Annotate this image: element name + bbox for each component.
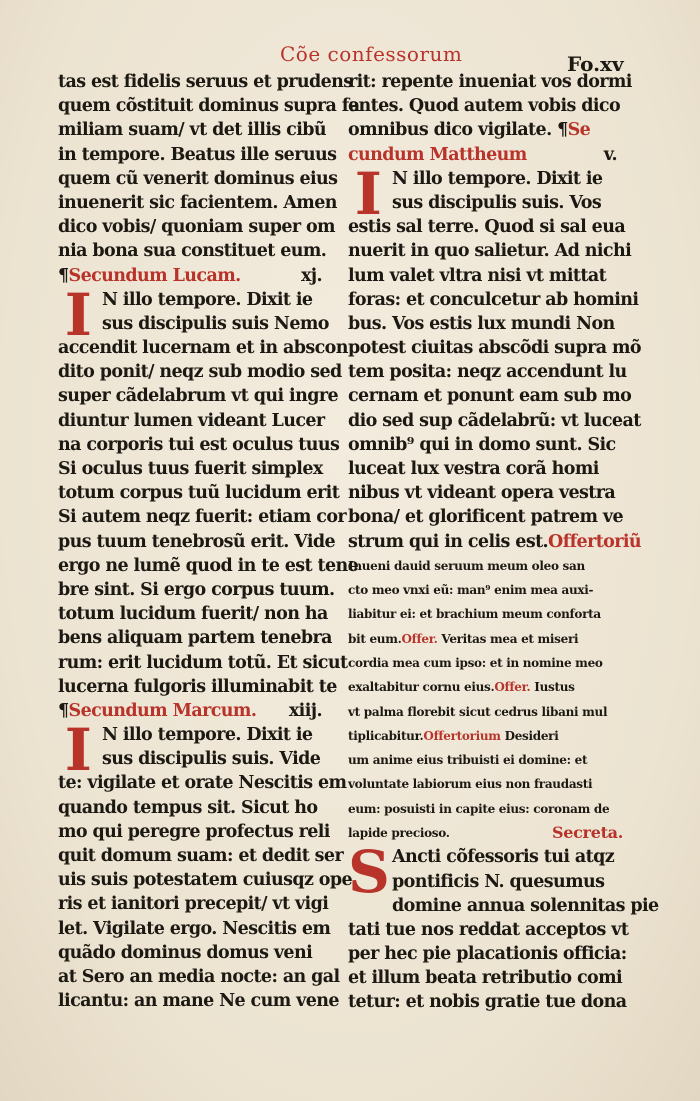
text-line: et illum beata retributio comi <box>348 968 623 989</box>
text-line: foras: et conculcetur ab homini <box>348 289 639 310</box>
initial-capital: S <box>348 838 390 907</box>
text-line: ris et ianitori precepit/ vt vigi <box>58 894 329 915</box>
text-line: nibus vt videant opera vestra <box>348 483 616 504</box>
text-line: in tempore. Beatus ille seruus <box>58 144 337 165</box>
text-line: potest ciuitas abscõdi supra mõ <box>348 338 641 359</box>
text-line: dio sed sup cãdelabrũ: vt luceat <box>348 410 641 431</box>
right-column <box>348 70 659 1015</box>
folio-number: Fo.xv <box>567 52 624 76</box>
paragraph-mark: ¶ <box>557 120 568 141</box>
text-line: let. Vigilate ergo. Nescitis em <box>58 918 331 939</box>
small-text-line: vt palma florebit sicut cedrus libani mul <box>348 704 608 719</box>
initial-capital: I <box>354 159 382 228</box>
text-line: inuenerit sic facientem. Amen <box>58 192 337 213</box>
text-line: bens aliquam partem tenebra <box>58 628 332 649</box>
text-line: tem posita: neqz accendunt lu <box>348 362 627 383</box>
small-text-line: tiplicabitur.Offertorium Desideri <box>348 728 559 743</box>
small-text-line: bit eum.Offer. Veritas mea et miseri <box>348 631 579 646</box>
text-line: I N illo tempore. Dixit ie <box>58 723 328 747</box>
text-line: pontificis N. quesumus <box>392 871 605 892</box>
text-line: nuerit in quo salietur. Ad nichi <box>348 241 632 262</box>
text-line: tetur: et nobis gratie tue dona <box>348 992 627 1013</box>
rubric-mark: Secundum Marcum. <box>68 700 257 721</box>
text-line: diuntur lumen videant Lucer <box>58 410 325 431</box>
text-line: I N illo tempore. Dixit ie <box>58 288 328 312</box>
rubric-secreta: Secreta. <box>551 823 623 843</box>
text-line: licantu: an mane Ne cum vene <box>58 991 339 1012</box>
text-line: Si oculus tuus fuerit simplex <box>58 459 323 479</box>
text-line: quit domum suam: et dedit ser <box>58 846 344 866</box>
text-line: accendit lucernam et in abscon <box>58 338 348 359</box>
rubric-offertory: Offertoriũ <box>548 531 642 552</box>
text-line: bus. Vos estis lux mundi Non <box>348 313 615 334</box>
rubric-matthew: cundum Mattheum <box>348 144 527 165</box>
text-line: sus discipulis suis Nemo <box>102 313 329 334</box>
text-line: luceat lux vestra corã homi <box>348 459 599 479</box>
small-text-line: cto meo vnxi eũ: man⁹ enim mea auxi- <box>348 583 594 598</box>
small-text-line: cordia mea cum ipso: et in nomine meo <box>348 655 603 670</box>
paragraph-mark: ¶ <box>58 700 69 721</box>
initial-capital: I <box>64 280 92 349</box>
rubric-luke: Secundum Lucam. <box>68 265 241 286</box>
text-line: dico vobis/ quoniam super om <box>58 217 335 238</box>
rubric-offer: Offer. <box>494 680 531 695</box>
text-line: te: vigilate et orate Nescitis em <box>58 773 347 794</box>
rubric-matthew: Se <box>567 120 591 141</box>
text-line: pus tuum tenebrosũ erit. Vide <box>58 531 336 552</box>
initial-capital: I <box>64 716 92 785</box>
left-column <box>58 70 360 1013</box>
text-line: quando tempus sit. Sicut ho <box>58 797 318 818</box>
small-text-line: voluntate labiorum eius non fraudasti <box>348 777 593 792</box>
text-line: entes. Quod autem vobis dico <box>348 96 621 117</box>
text-line: quem cõstituit dominus supra fa <box>58 96 360 117</box>
text-line: domine annua solennitas pie <box>392 895 659 916</box>
text-line: strum qui in celis est.Offertoriũ <box>348 531 642 552</box>
rubric-heading-luke <box>58 264 328 288</box>
text-line: quãdo dominus domus veni <box>58 942 313 963</box>
text-line: bona/ et glorificent patrem ve <box>348 507 623 528</box>
chapter-number: xj. <box>300 265 322 286</box>
chapter-number: xiij. <box>288 700 322 721</box>
text-line: tati tue nos reddat acceptos vt <box>348 919 629 940</box>
running-title: Cõe confessorum <box>280 42 463 66</box>
text-line: cernam et ponunt eam sub mo <box>348 386 632 407</box>
text-line: rit: repente inueniat vos dormi <box>348 72 632 92</box>
text-line: estis sal terre. Quod si sal eua <box>348 217 626 238</box>
small-text-line: Inueni dauid seruum meum oleo san <box>348 558 585 573</box>
rubric-heading-matthew <box>348 143 623 167</box>
text-line: dito ponit/ neqz sub modio sed <box>58 362 342 383</box>
text-line: rum: erit lucidum totũ. Et sicut <box>58 652 348 673</box>
rubric-offertorium: Offertorium <box>423 728 501 743</box>
text-line: bre sint. Si ergo corpus tuum. <box>58 579 335 600</box>
text-line: lum valet vltra nisi vt mittat <box>348 265 607 286</box>
text-line: tas est fidelis seruus et prudens <box>58 72 353 92</box>
text-line: ergo ne lumẽ quod in te est tene <box>58 555 359 576</box>
text-line: sus discipulis suis. Vide <box>102 749 321 770</box>
small-text-line: eum: posuisti in capite eius: coronam de <box>348 801 610 816</box>
text-line: lucerna fulgoris illuminabit te <box>58 676 337 697</box>
text-line: per hec pie placationis officia: <box>348 944 627 965</box>
text-line: super cãdelabrum vt qui ingre <box>58 386 339 407</box>
text-line: uis suis potestatem cuiusqz ope <box>58 870 353 891</box>
text-line: mo qui peregre profectus reli <box>58 821 330 842</box>
paragraph-mark: ¶ <box>58 265 69 286</box>
small-text-line: um anime eius tribuisti ei domine: et <box>348 753 588 768</box>
chapter-number: v. <box>603 144 617 165</box>
text-line: Si autem neqz fuerit: etiam cor <box>58 507 347 528</box>
text-line: S Ancti cõfessoris tui atqz <box>348 838 615 907</box>
small-text-line: liabitur ei: et brachium meum conforta <box>348 607 601 622</box>
text-line: miliam suam/ vt det illis cibũ <box>58 120 327 141</box>
small-text-line: lapide precioso. Secreta. <box>348 821 623 845</box>
text-line: omnibus dico vigilate. ¶Se <box>348 120 591 141</box>
text-line: totum lucidum fuerit/ non ha <box>58 604 328 625</box>
text-line: at Sero an media nocte: an gal <box>58 966 340 987</box>
text-line: omnib⁹ qui in domo sunt. Sic <box>348 434 616 455</box>
text-line: quem cũ venerit dominus eius <box>58 168 338 189</box>
rubric-heading-mark <box>58 699 328 723</box>
text-line: I N illo tempore. Dixit ie <box>348 167 623 191</box>
text-line: na corporis tui est oculus tuus <box>58 434 340 455</box>
small-text-line: exaltabitur cornu eius.Offer. Iustus <box>348 680 575 695</box>
rubric-offer: Offer. <box>401 631 438 646</box>
text-line: sus discipulis suis. Vos <box>392 192 602 213</box>
text-line: nia bona sua constituet eum. <box>58 241 327 262</box>
text-line: totum corpus tuũ lucidum erit <box>58 483 340 504</box>
